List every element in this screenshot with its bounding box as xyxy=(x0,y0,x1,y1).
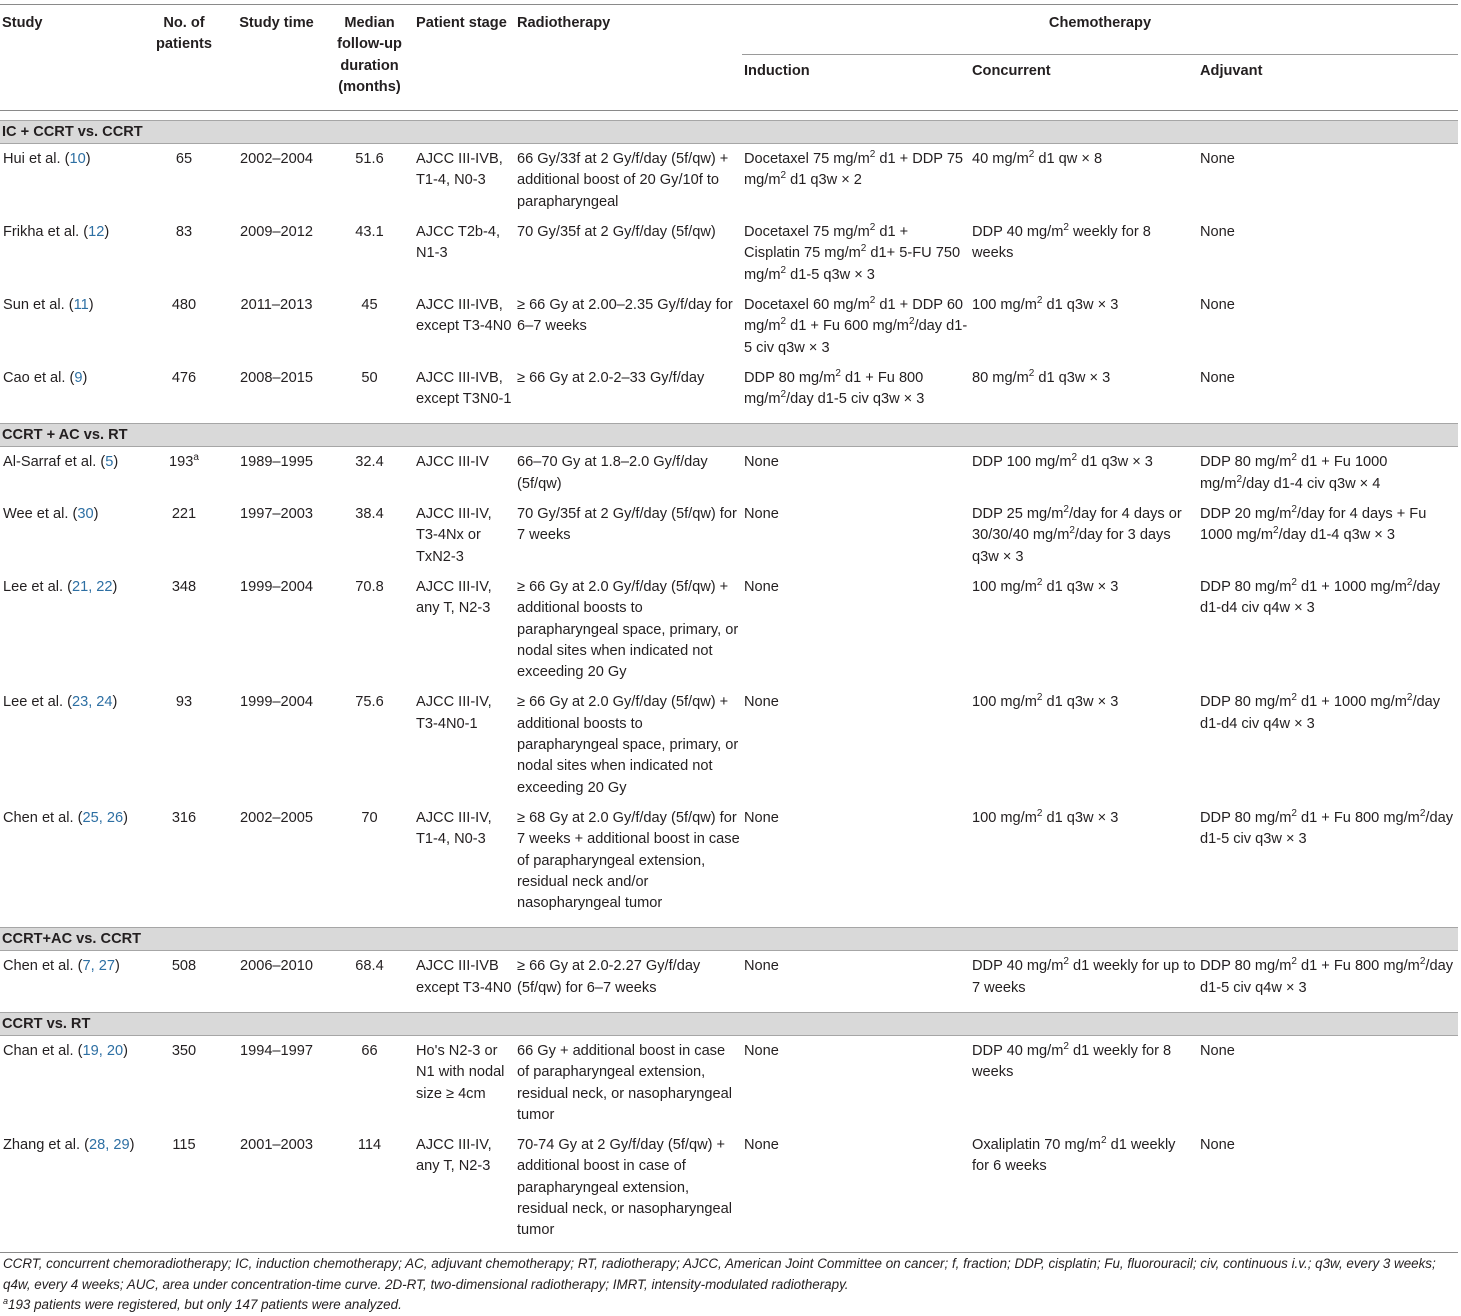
stage-cell: AJCC III-IV, T3-4N0-1 xyxy=(416,694,492,732)
study-cell: Chen et al. (25, 26) xyxy=(3,809,128,826)
section-header xyxy=(0,928,1458,951)
concurrent-cell: DDP 40 $mg/m^2$ weekly for 8 weeks xyxy=(972,222,1151,262)
adjuvant-cell: DDP 80 $mg/m^2$ d1 + Fu 800 $mg/m^2$/day d1-5 civ q3w × 3 xyxy=(1200,807,1453,848)
header-study: Study xyxy=(0,5,140,111)
table-row xyxy=(0,217,1458,290)
section-title: CCRT vs. RT xyxy=(0,1012,1458,1035)
stage-cell: AJCC III-IVB, except T3N0-1 xyxy=(416,369,512,408)
study-time-cell: 1999–2004 xyxy=(239,578,314,595)
reference-link[interactable]: 30 xyxy=(77,506,94,523)
concurrent-cell: Oxaliplatin 70 $mg/m^2$ d1 weekly for 6 weeks xyxy=(972,1135,1176,1175)
table-end-rule xyxy=(0,1246,1458,1253)
radiotherapy-cell: 66–70 Gy at 1.8–2.0 Gy/f/day (5f/qw) xyxy=(517,454,708,492)
study-time-cell: 2008–2015 xyxy=(239,369,314,386)
study-time-cell: 2002–2005 xyxy=(239,809,314,826)
spacer-cell xyxy=(0,111,1458,121)
stage-cell: Ho's N2-3 or N1 with nodal size ≥ 4cm xyxy=(416,1042,505,1102)
study-time-cell: 1994–1997 xyxy=(239,1042,314,1059)
section-header xyxy=(0,121,1458,144)
followup-cell: 75.6 xyxy=(355,694,384,711)
followup-cell: 50 xyxy=(361,369,378,386)
section-title: CCRT+AC vs. CCRT xyxy=(0,928,1458,951)
study-cell: Lee et al. (21, 22) xyxy=(3,578,118,595)
concurrent-cell: 100 $mg/m^2$ d1 q3w × 3 xyxy=(972,692,1119,711)
reference-link[interactable]: 19, 20 xyxy=(82,1042,124,1059)
adjuvant-cell: None xyxy=(1200,151,1235,168)
reference-link[interactable]: 7, 27 xyxy=(82,958,115,975)
patients-cell: 316 xyxy=(171,809,197,826)
induction-cell: Docetaxel 75 $mg/m^2$ d1 + DDP 75 $mg/m^2$ d1 q3w × 2 xyxy=(744,149,964,189)
spacer-cell xyxy=(0,918,1458,928)
study-cell: Al-Sarraf et al. (5) xyxy=(3,454,119,471)
study-time-cell: 1997–2003 xyxy=(239,506,314,523)
concurrent-cell: DDP 40 $mg/m^2$ d1 weekly for up to 7 weeks xyxy=(972,956,1196,996)
reference-link[interactable]: 21, 22 xyxy=(71,578,113,595)
patients-cell: 480 xyxy=(171,296,197,313)
footnote-mark: a xyxy=(193,452,199,464)
radiotherapy-cell: ≥ 66 Gy at 2.00–2.35 Gy/f/day for 6–7 weeks xyxy=(517,296,733,335)
table-row xyxy=(0,447,1458,499)
patients-cell: 221 xyxy=(171,506,197,523)
reference-link[interactable]: 10 xyxy=(69,151,86,168)
concurrent-cell: DDP 40 $mg/m^2$ d1 weekly for 8 weeks xyxy=(972,1040,1172,1081)
radiotherapy-cell: 70 Gy/35f at 2 Gy/f/day (5f/qw) for 7 weeks xyxy=(517,506,737,544)
stage-cell: AJCC III-IVB, except T3-4N0 xyxy=(416,296,512,335)
induction-cell: None xyxy=(744,958,779,975)
patients-cell: 348 xyxy=(171,578,197,595)
table-row xyxy=(0,363,1458,415)
adjuvant-cell: None xyxy=(1200,369,1235,386)
header-concurrent: Concurrent xyxy=(970,55,1198,111)
study-time-cell: 2002–2004 xyxy=(239,151,314,168)
table-row xyxy=(0,1130,1458,1245)
header-radiotherapy: Radiotherapy xyxy=(515,5,742,111)
table-row xyxy=(0,290,1458,363)
section-title: IC + CCRT vs. CCRT xyxy=(0,121,1458,144)
section-header xyxy=(0,1012,1458,1035)
concurrent-cell: 80 $mg/m^2$ d1 q3w × 3 xyxy=(972,367,1111,386)
abbreviations-note: CCRT, concurrent chemoradiotherapy; IC, induction chemotherapy; AC, adjuvant chemotherapy; RT, radiotherapy; AJCC, American Joint Committee on cancer; f, fraction; DDP, cisplatin; Fu, fluorouracil; civ, continuous i.v.; q3w, every 3 weeks; q4w, every 4 weeks; AUC, area under concentration-time curve. 2D-RT, two-dimensional radiotherapy; IMRT, intensity-modulated radiotherapy. xyxy=(3,1256,1436,1292)
study-time-cell: 1999–2004 xyxy=(239,694,314,711)
reference-link[interactable]: 23, 24 xyxy=(71,694,113,711)
followup-cell: 51.6 xyxy=(355,151,384,168)
header-study-time: Study time xyxy=(228,5,325,111)
section-spacer xyxy=(0,111,1458,121)
footnote-text: 193 patients were registered, but only 147 patients were analyzed. xyxy=(8,1297,402,1312)
induction-cell: None xyxy=(744,809,779,826)
study-cell: Hui et al. (10) xyxy=(3,151,91,168)
stage-cell: AJCC T2b-4, N1-3 xyxy=(416,224,501,262)
table-header xyxy=(0,5,1458,111)
study-time-cell: 2009–2012 xyxy=(239,224,314,241)
adjuvant-cell: DDP 80 $mg/m^2$ d1 + Fu 1000 $mg/m^2$/day d1-4 civ q3w × 4 xyxy=(1200,452,1388,492)
induction-cell: Docetaxel 75 $mg/m^2$ d1 + Cisplatin 75 $mg/m^2$ d1+ 5-FU 750 $mg/m^2$ d1-5 q3w × 3 xyxy=(744,222,961,283)
adjuvant-cell: DDP 20 $mg/m^2$/day for 4 days + Fu 1000 $mg/m^2$/day d1-4 q3w × 3 xyxy=(1200,504,1427,544)
study-cell: Zhang et al. (28, 29) xyxy=(3,1137,135,1154)
section-title: CCRT + AC vs. RT xyxy=(0,424,1458,447)
adjuvant-cell: None xyxy=(1200,296,1235,313)
patients-cell: 350 xyxy=(171,1042,197,1059)
study-time-cell: 2006–2010 xyxy=(239,958,314,975)
table-row xyxy=(0,1035,1458,1130)
radiotherapy-cell: 66 Gy/33f at 2 Gy/f/day (5f/qw) + additional boost of 20 Gy/10f to parapharyngeal xyxy=(517,151,729,210)
radiotherapy-cell: ≥ 68 Gy at 2.0 Gy/f/day (5f/qw) for 7 weeks + additional boost in case of parapharyngeal extension, residual neck and/or nasopharyngeal tumor xyxy=(517,809,740,912)
header-chemotherapy: Chemotherapy xyxy=(742,5,1458,55)
section-spacer xyxy=(0,414,1458,424)
patients-cell: 115 xyxy=(172,1137,196,1154)
radiotherapy-cell: 70 Gy/35f at 2 Gy/f/day (5f/qw) xyxy=(517,224,716,241)
end-rule-cell xyxy=(0,1246,1458,1253)
patients-cell: 65 xyxy=(175,151,193,168)
followup-cell: 66 xyxy=(361,1042,378,1059)
stage-cell: AJCC III-IV, T3-4Nx or TxN2-3 xyxy=(416,506,492,565)
table-row xyxy=(0,144,1458,217)
section-spacer xyxy=(0,918,1458,928)
adjuvant-cell: None xyxy=(1200,224,1235,241)
radiotherapy-cell: ≥ 66 Gy at 2.0-2–33 Gy/f/day xyxy=(517,369,705,386)
reference-link[interactable]: 11 xyxy=(73,296,89,313)
patients-cell: 83 xyxy=(175,224,193,241)
header-followup: Median follow-up duration (months) xyxy=(325,5,414,111)
concurrent-cell: 100 $mg/m^2$ d1 q3w × 3 xyxy=(972,576,1119,595)
study-cell: Chan et al. (19, 20) xyxy=(3,1042,128,1059)
table-row xyxy=(0,803,1458,918)
study-cell: Chen et al. (7, 27) xyxy=(3,958,120,975)
trial-table xyxy=(0,4,1458,1253)
study-time-cell: 2001–2003 xyxy=(239,1137,314,1154)
study-cell: Cao et al. (9) xyxy=(3,369,88,386)
radiotherapy-cell: ≥ 66 Gy at 2.0-2.27 Gy/f/day (5f/qw) for 6–7 weeks xyxy=(517,958,701,996)
patients-cell: 476 xyxy=(171,369,197,386)
table-row xyxy=(0,499,1458,572)
adjuvant-cell: None xyxy=(1200,1042,1235,1059)
stage-cell: AJCC III-IV, any T, N2-3 xyxy=(416,578,492,617)
section-header xyxy=(0,424,1458,447)
study-time-cell: 1989–1995 xyxy=(239,454,314,471)
followup-cell: 70.8 xyxy=(355,578,384,595)
followup-cell: 68.4 xyxy=(355,958,384,975)
spacer-cell xyxy=(0,1003,1458,1013)
table-row xyxy=(0,687,1458,802)
header-induction: Induction xyxy=(742,55,970,111)
reference-link[interactable]: 5 xyxy=(105,454,114,471)
stage-cell: AJCC III-IVB except T3-4N0 xyxy=(416,958,512,996)
adjuvant-cell: DDP 80 $mg/m^2$ d1 + 1000 $mg/m^2$/day d1-d4 civ q4w × 3 xyxy=(1200,576,1441,617)
stage-cell: AJCC III-IV, T1-4, N0-3 xyxy=(416,809,492,848)
footnote-mark: a xyxy=(3,1296,9,1306)
concurrent-cell: DDP 100 $mg/m^2$ d1 q3w × 3 xyxy=(972,452,1153,471)
induction-cell: None xyxy=(744,506,779,523)
adjuvant-cell: None xyxy=(1200,1137,1235,1154)
concurrent-cell: 100 $mg/m^2$ d1 q3w × 3 xyxy=(972,807,1119,826)
concurrent-cell: 40 $mg/m^2$ d1 qw × 8 xyxy=(972,149,1103,168)
adjuvant-cell: DDP 80 $mg/m^2$ d1 + 1000 $mg/m^2$/day d1-d4 civ q4w × 3 xyxy=(1200,692,1441,732)
induction-cell: None xyxy=(744,454,779,471)
study-time-cell: 2011–2013 xyxy=(240,296,313,313)
header-stage: Patient stage xyxy=(414,5,515,111)
adjuvant-cell: DDP 80 $mg/m^2$ d1 + Fu 800 $mg/m^2$/day d1-5 civ q4w × 3 xyxy=(1200,956,1453,996)
patients-cell: 93 xyxy=(175,694,193,711)
study-cell: Sun et al. (11) xyxy=(3,296,94,313)
patients-cell: 193$^a$ xyxy=(169,452,199,471)
followup-cell: 43.1 xyxy=(355,224,384,241)
header-adjuvant: Adjuvant xyxy=(1198,55,1458,111)
study-cell: Lee et al. (23, 24) xyxy=(3,694,118,711)
section-spacer xyxy=(0,1003,1458,1013)
induction-cell: None xyxy=(744,694,779,711)
patients-cell: 508 xyxy=(171,958,197,975)
radiotherapy-cell: 70-74 Gy at 2 Gy/f/day (5f/qw) + additional boost in case of parapharyngeal extension, residual neck, or nasopharyngeal tumor xyxy=(517,1137,732,1239)
induction-cell: DDP 80 $mg/m^2$ d1 + Fu 800 $mg/m^2$/day d1-5 civ q3w × 3 xyxy=(744,367,925,408)
radiotherapy-cell: 66 Gy + additional boost in case of parapharyngeal extension, residual neck, or nasopharyngeal tumor xyxy=(517,1042,732,1123)
induction-cell: None xyxy=(744,578,779,595)
header-patients: No. of patients xyxy=(140,5,228,111)
radiotherapy-cell: ≥ 66 Gy at 2.0 Gy/f/day (5f/qw) + additional boosts to parapharyngeal space, primary, or nodal sites when indicated not exceeding 20 Gy xyxy=(517,578,739,681)
concurrent-cell: 100 $mg/m^2$ d1 q3w × 3 xyxy=(972,294,1119,313)
study-cell: Wee et al. (30) xyxy=(3,506,99,523)
table-body xyxy=(0,111,1458,1252)
table-row xyxy=(0,572,1458,687)
spacer-cell xyxy=(0,414,1458,424)
followup-cell: 32.4 xyxy=(355,454,384,471)
stage-cell: AJCC III-IVB, T1-4, N0-3 xyxy=(416,151,503,189)
induction-cell: None xyxy=(744,1137,779,1154)
reference-link[interactable]: 25, 26 xyxy=(82,809,124,826)
reference-link[interactable]: 12 xyxy=(88,224,105,241)
reference-link[interactable]: 28, 29 xyxy=(89,1137,130,1154)
followup-cell: 114 xyxy=(357,1137,382,1154)
followup-cell: 70 xyxy=(361,809,378,826)
table-row xyxy=(0,951,1458,1003)
table-footnotes xyxy=(3,1254,1455,1316)
followup-cell: 45 xyxy=(361,296,378,313)
induction-cell: Docetaxel 60 $mg/m^2$ d1 + DDP 60 $mg/m^2$ d1 + Fu 600 $mg/m^2$/day d1-5 civ q3w × 3 xyxy=(744,294,968,356)
study-cell: Frikha et al. (12) xyxy=(3,224,110,241)
radiotherapy-cell: ≥ 66 Gy at 2.0 Gy/f/day (5f/qw) + additional boosts to parapharyngeal space, primary, or nodal sites when indicated not exceeding 20 Gy xyxy=(517,694,739,796)
induction-cell: None xyxy=(744,1042,779,1059)
reference-link[interactable]: 9 xyxy=(74,369,83,386)
concurrent-cell: DDP 25 $mg/m^2$/day for 4 days or 30/30/40 $mg/m^2$/day for 3 days q3w × 3 xyxy=(972,504,1182,565)
footnote-a xyxy=(3,1295,1455,1316)
followup-cell: 38.4 xyxy=(355,506,384,523)
stage-cell: AJCC III-IV xyxy=(416,454,489,471)
stage-cell: AJCC III-IV, any T, N2-3 xyxy=(416,1137,492,1175)
